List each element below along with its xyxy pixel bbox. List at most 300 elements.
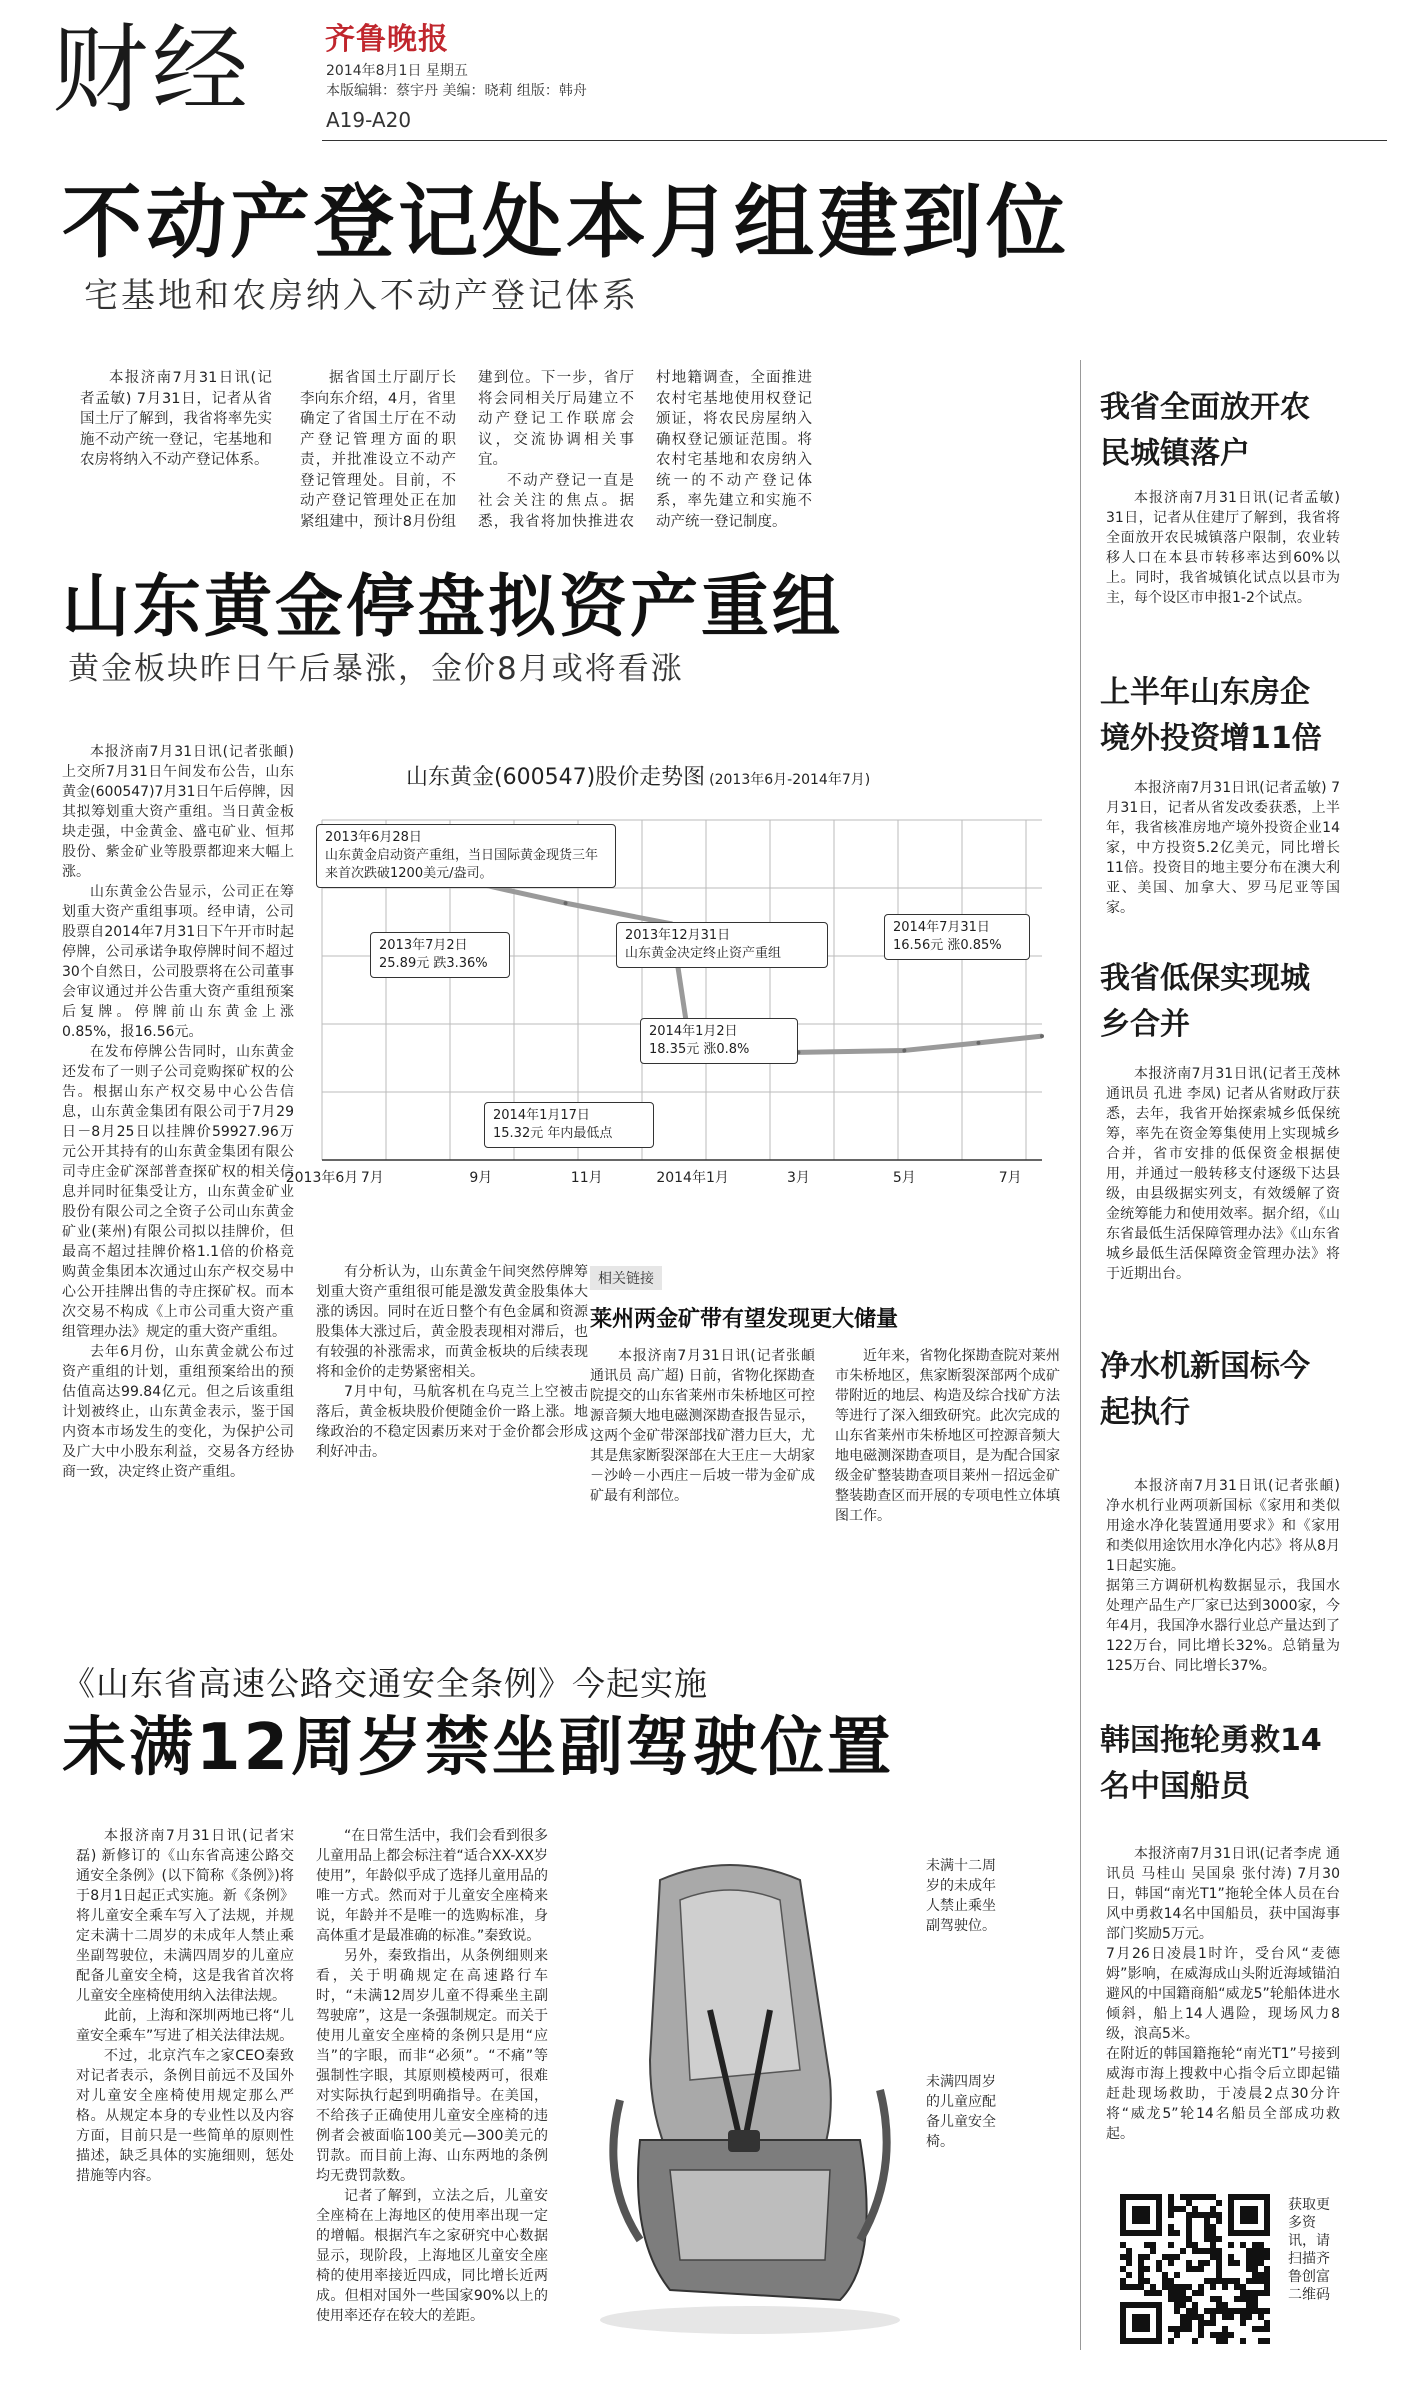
story1-subhead: 宅基地和农房纳入不动产登记体系 — [84, 276, 639, 316]
qr-module — [1258, 2314, 1264, 2320]
chart-annotation — [316, 824, 616, 888]
qr-module — [1138, 2266, 1144, 2272]
qr-module — [1180, 2290, 1186, 2296]
qr-module — [1162, 2272, 1168, 2278]
story2-para: 有分析认为，山东黄金午间突然停牌筹划重大资产重组很可能是激发黄金股集体大涨的诱因。同时在近日整个有色金属和资源股集体大涨过后，黄金股表现相对滞后，也有较强的补涨需求，而黄金板块的后续表现将和金价的走势紧密相关。 — [316, 1264, 588, 1380]
qr-module — [1264, 2248, 1270, 2254]
qr-module — [1180, 2314, 1186, 2320]
x-tick-label: 5月 — [892, 1170, 916, 1186]
qr-module — [1186, 2320, 1192, 2326]
qr-module — [1192, 2194, 1198, 2200]
qr-module — [1210, 2296, 1216, 2302]
qr-module — [1210, 2242, 1216, 2248]
qr-module — [1174, 2308, 1180, 2314]
qr-module — [1222, 2302, 1228, 2308]
story3-para: 另外，秦致指出，从条例细则来看，关于明确规定在高速路行车时，“未满12周岁儿童不得乘坐主副驾驶席”，这是一条强制规定。而关于使用儿童安全座椅的条例只是用“应当”的字眼，而非“必须”。“不痛”等强制性字眼，其原则模棱两可，很难对实际执行起到明确指导。在美国，不给孩子正确使用儿童安全座椅的违例者会被面临100美元—300美元的罚款。而目前上海、山东两地的条例均无费罚款数。 — [316, 1948, 548, 2184]
qr-module — [1174, 2206, 1180, 2212]
price-point — [1040, 1034, 1044, 1038]
story1-headline: 不动产登记处本月组建到位 — [62, 176, 1070, 269]
qr-module — [1228, 2278, 1234, 2284]
story1-para: 本报济南7月31日讯(记者孟敏) 7月31日，记者从省国土厅了解到，我省将率先实施不动产统一登记，宅基地和农房将纳入不动产登记体系。 — [80, 370, 272, 468]
x-tick-label: 9月 — [469, 1170, 493, 1186]
annotation-text: 15.32元 年内最低点 — [493, 1126, 613, 1141]
qr-module — [1258, 2248, 1264, 2254]
qr-module — [1186, 2212, 1192, 2218]
qr-module — [1246, 2308, 1252, 2314]
qr-module — [1228, 2332, 1234, 2338]
qr-module — [1144, 2290, 1150, 2296]
story2-column-1 — [62, 742, 294, 1482]
qr-module — [1132, 2284, 1138, 2290]
qr-module — [1258, 2254, 1264, 2260]
qr-module — [1198, 2332, 1204, 2338]
seat-caption-2: 未满四周岁的儿童应配备儿童安全椅。 — [926, 2074, 996, 2150]
qr-module — [1144, 2266, 1150, 2272]
annotation-date: 2013年7月2日 — [379, 938, 468, 953]
sidebar-headline: 我省全面放开农民城镇落户 — [1100, 390, 1310, 471]
qr-module — [1198, 2320, 1204, 2326]
qr-module — [1258, 2326, 1264, 2332]
qr-module — [1210, 2314, 1216, 2320]
qr-module — [1180, 2284, 1186, 2290]
seat-caption-1: 未满十二周岁的未成年人禁止乘坐副驾驶位。 — [926, 1858, 996, 1934]
related-para: 本报济南7月31日讯(记者张頔 通讯员 高广超) 日前，省物化探勘查院提交的山东省莱州市朱桥地区可控源音频大地电磁测深勘查报告显示，这两个金矿带深部找矿潜力巨大，尤其是焦家断裂深部在大王庄－大胡家－沙岭－小西庄－后坡一带为金矿成矿最有利部位。 — [590, 1348, 815, 1504]
qr-module — [1228, 2254, 1234, 2260]
qr-finder — [1240, 2206, 1258, 2224]
qr-code — [1120, 2194, 1270, 2344]
qr-module — [1186, 2218, 1192, 2224]
qr-module — [1168, 2242, 1174, 2248]
x-tick-label: 2013年6月 — [285, 1170, 359, 1186]
qr-module — [1180, 2194, 1186, 2200]
qr-module — [1174, 2332, 1180, 2338]
x-tick-label: 7月 — [360, 1170, 384, 1186]
qr-module — [1162, 2284, 1168, 2290]
qr-module — [1216, 2332, 1222, 2338]
story3-para: 本报济南7月31日讯(记者宋磊) 新修订的《山东省高速公路交通安全条例》(以下简称《条例》)将于8月1日起正式实施。新《条例》将儿童安全乘车写入了法规，并规定未满十二周岁的未成年人禁止乘坐副驾驶位，未满四周岁的儿童应配备儿童安全椅，这是我省首次将儿童安全座椅使用纳入法律法规。 — [76, 1828, 294, 2004]
qr-module — [1252, 2248, 1258, 2254]
qr-module — [1126, 2284, 1132, 2290]
qr-module — [1210, 2224, 1216, 2230]
qr-module — [1168, 2278, 1174, 2284]
qr-module — [1204, 2236, 1210, 2242]
qr-module — [1168, 2284, 1174, 2290]
qr-module — [1186, 2266, 1192, 2272]
qr-module — [1138, 2260, 1144, 2266]
sidebar-headline: 我省低保实现城乡合并 — [1100, 961, 1310, 1042]
related-headline: 莱州两金矿带有望发现更大储量 — [590, 1307, 899, 1332]
qr-module — [1168, 2338, 1174, 2344]
story3-column-1 — [76, 1826, 294, 2186]
qr-module — [1180, 2296, 1186, 2302]
chart-period: (2013年6月-2014年7月) — [709, 772, 871, 788]
qr-finder — [1132, 2314, 1150, 2332]
qr-module — [1246, 2248, 1252, 2254]
related-column — [590, 1346, 1060, 1546]
price-point — [902, 1048, 906, 1052]
story1-para: 据省国土厅副厅长李向东介绍，4月，省里确定了省国土厅在不动产登记管理方面的职责，并批准设立不动产登记管理处。目前，不动产登记管理处正在加紧组建中，预计8月份组建到位。下一步，省厅将会同相关厅局建立不动产登记工作联席会议，交流协调相关事宜。 — [300, 370, 634, 530]
qr-module — [1138, 2272, 1144, 2278]
qr-module — [1264, 2326, 1270, 2332]
qr-module — [1264, 2320, 1270, 2326]
qr-module — [1168, 2290, 1174, 2296]
sidebar-brief-text: 本报济南7月31日讯(记者李虎 通讯员 马桂山 吴国泉 张付涛) 7月30日，韩国“南光T1”拖轮全体人员在台风中勇救14名中国船员，获中国海事部门奖励5万元。 7月26日凌晨1时许，受台风“麦德姆”影响，在威海成山头附近海域锚泊避风的中国籍商船“威龙5”轮船体进水倾斜，船上14人遇险，现场风力8级，浪高5米。 在附近的韩国籍拖轮“南光T1”号接到威海市海上搜救中心指令后立即起锚赶赴现场救助，于凌晨2点30分许将“威龙5”轮14名船员全部成功救起。 — [1106, 1846, 1340, 2142]
qr-module — [1204, 2320, 1210, 2326]
qr-module — [1210, 2308, 1216, 2314]
qr-module — [1210, 2248, 1216, 2254]
sidebar-divider — [1080, 360, 1081, 2350]
related-tag: 相关链接 — [590, 1266, 662, 1290]
qr-module — [1210, 2284, 1216, 2290]
qr-module — [1120, 2266, 1126, 2272]
qr-module — [1174, 2296, 1180, 2302]
qr-module — [1144, 2254, 1150, 2260]
qr-module — [1252, 2254, 1258, 2260]
qr-module — [1264, 2338, 1270, 2344]
qr-module — [1240, 2314, 1246, 2320]
story2-subhead: 黄金板块昨日午后暴涨，金价8月或将看涨 — [68, 651, 684, 687]
qr-module — [1198, 2212, 1204, 2218]
annotation-text: 山东黄金决定终止资产重组 — [625, 946, 782, 961]
qr-module — [1264, 2254, 1270, 2260]
qr-module — [1192, 2266, 1198, 2272]
qr-module — [1222, 2284, 1228, 2290]
qr-module — [1246, 2290, 1252, 2296]
chart-annotation — [370, 932, 510, 978]
annotation-date: 2014年1月17日 — [493, 1108, 590, 1123]
qr-module — [1252, 2266, 1258, 2272]
qr-module — [1246, 2266, 1252, 2272]
qr-module — [1198, 2314, 1204, 2320]
qr-module — [1174, 2254, 1180, 2260]
sidebar-brief-text: 本报济南7月31日讯(记者王茂林 通讯员 孔进 李凤) 记者从省财政厅获悉，去年，我省开始探索城乡低保统筹，率先在资金筹集使用上实现城乡合并，省市安排的低保资金根据使用，并通过一般转移支付逐级下达县级，由县级据实列支，有效缓解了资金统筹能力和使用效率。据介绍，《山东省最低生活保障管理办法》《山东省城乡最低生活保障资金管理办法》将于近期出台。 — [1106, 1066, 1340, 1282]
qr-module — [1120, 2254, 1126, 2260]
qr-module — [1174, 2326, 1180, 2332]
qr-module — [1144, 2242, 1150, 2248]
story2-para: 去年6月份，山东黄金就公布过资产重组的计划，重组预案给出的预估值高达99.84亿元。但之后该重组计划被终止，山东黄金表示，鉴于国内资本市场发生的变化，为保护公司及广大中小股东利益，交易各方经协商一致，决定终止资产重组。 — [62, 1344, 294, 1480]
x-tick-label: 11月 — [570, 1170, 603, 1186]
qr-module — [1138, 2254, 1144, 2260]
qr-module — [1216, 2302, 1222, 2308]
qr-module — [1198, 2260, 1204, 2266]
qr-module — [1186, 2284, 1192, 2290]
sidebar-headline: 净水机新国标今起执行 — [1100, 1349, 1310, 1430]
qr-module — [1120, 2242, 1126, 2248]
annotation-text: 18.35元 涨0.8% — [649, 1042, 750, 1057]
qr-module — [1264, 2266, 1270, 2272]
qr-module — [1138, 2284, 1144, 2290]
sidebar-brief — [1106, 1824, 1340, 2164]
qr-module — [1180, 2206, 1186, 2212]
qr-module — [1264, 2308, 1270, 2314]
qr-module — [1222, 2278, 1228, 2284]
qr-module — [1234, 2296, 1240, 2302]
qr-module — [1180, 2302, 1186, 2308]
section-title: 财经 — [52, 14, 252, 126]
chart-annotation — [484, 1102, 654, 1148]
price-point — [976, 1041, 980, 1045]
qr-module — [1210, 2206, 1216, 2212]
qr-module — [1210, 2278, 1216, 2284]
qr-module — [1198, 2248, 1204, 2254]
qr-module — [1156, 2266, 1162, 2272]
annotation-text: 山东黄金启动资产重组，当日国际黄金现货三年来首次跌破1200美元/盎司。 — [325, 848, 599, 881]
qr-module — [1126, 2260, 1132, 2266]
qr-module — [1216, 2308, 1222, 2314]
qr-module — [1258, 2308, 1264, 2314]
qr-module — [1246, 2302, 1252, 2308]
qr-module — [1228, 2314, 1234, 2320]
qr-module — [1240, 2308, 1246, 2314]
qr-module — [1150, 2284, 1156, 2290]
qr-module — [1192, 2248, 1198, 2254]
qr-module — [1198, 2194, 1204, 2200]
qr-module — [1192, 2212, 1198, 2218]
qr-module — [1198, 2284, 1204, 2290]
qr-module — [1198, 2290, 1204, 2296]
qr-module — [1168, 2296, 1174, 2302]
qr-module — [1258, 2272, 1264, 2278]
story3-para: 记者了解到，立法之后，儿童安全座椅在上海地区的使用率出现一定的增幅。根据汽车之家研究中心数据显示，现阶段，上海地区儿童安全座椅的使用率接近四成，同比增长近两成。但相对国外一些国家90%以上的使用率还存在较大的差距。 — [316, 2188, 548, 2324]
qr-module — [1150, 2248, 1156, 2254]
qr-module — [1126, 2272, 1132, 2278]
qr-module — [1198, 2326, 1204, 2332]
qr-module — [1246, 2314, 1252, 2320]
qr-module — [1186, 2230, 1192, 2236]
qr-module — [1204, 2278, 1210, 2284]
qr-module — [1264, 2284, 1270, 2290]
qr-module — [1180, 2320, 1186, 2326]
qr-module — [1252, 2296, 1258, 2302]
qr-module — [1222, 2332, 1228, 2338]
qr-module — [1222, 2338, 1228, 2344]
qr-module — [1174, 2284, 1180, 2290]
qr-module — [1228, 2260, 1234, 2266]
qr-module — [1216, 2212, 1222, 2218]
story3-para: 此前，上海和深圳两地已将“儿童安全乘车”写进了相关法律法规。 — [76, 2008, 294, 2044]
annotation-date: 2014年7月31日 — [893, 920, 990, 935]
sidebar-brief — [1106, 778, 1340, 918]
qr-module — [1246, 2278, 1252, 2284]
qr-module — [1168, 2206, 1174, 2212]
qr-module — [1240, 2242, 1246, 2248]
qr-module — [1150, 2242, 1156, 2248]
qr-module — [1258, 2242, 1264, 2248]
child-car-seat-illustration — [580, 1840, 910, 2340]
x-tick-label: 2014年1月 — [656, 1170, 729, 1186]
story3-para: “在日常生活中，我们会看到很多儿童用品上都会标注着“适合XX-XX岁使用”，年龄似乎成了选择儿童用品的唯一方式。然而对于儿童安全座椅来说，年龄并不是唯一的选购标准，身高体重才是最准确的标准。”秦致说。 — [316, 1828, 548, 1944]
qr-module — [1204, 2218, 1210, 2224]
annotation-date: 2013年6月28日 — [325, 830, 422, 845]
qr-module — [1246, 2254, 1252, 2260]
qr-module — [1252, 2308, 1258, 2314]
x-tick-label: 3月 — [787, 1170, 810, 1186]
annotation-date: 2014年1月2日 — [649, 1024, 738, 1039]
qr-module — [1246, 2260, 1252, 2266]
qr-module — [1210, 2194, 1216, 2200]
qr-caption: 获取更多资讯，请扫描齐鲁创富二维码 — [1288, 2197, 1330, 2303]
qr-module — [1186, 2224, 1192, 2230]
story1-column-1 — [80, 368, 272, 471]
annotation-date: 2013年12月31日 — [625, 928, 731, 943]
newspaper-logo: 齐鲁晚报 — [325, 22, 449, 57]
qr-module — [1216, 2266, 1222, 2272]
qr-module — [1186, 2194, 1192, 2200]
masthead-rule — [322, 140, 1387, 141]
qr-module — [1216, 2272, 1222, 2278]
qr-module — [1258, 2278, 1264, 2284]
qr-module — [1204, 2230, 1210, 2236]
annotation-text: 25.89元 跌3.36% — [379, 956, 488, 971]
qr-module — [1204, 2224, 1210, 2230]
story1-column-2 — [300, 368, 812, 568]
qr-module — [1204, 2308, 1210, 2314]
qr-module — [1234, 2308, 1240, 2314]
sidebar-brief — [1106, 1456, 1340, 1696]
qr-module — [1258, 2338, 1264, 2344]
qr-module — [1222, 2326, 1228, 2332]
qr-module — [1192, 2314, 1198, 2320]
qr-module — [1186, 2200, 1192, 2206]
qr-module — [1216, 2278, 1222, 2284]
qr-module — [1252, 2290, 1258, 2296]
sidebar-headline: 上半年山东房企境外投资增11倍 — [1100, 675, 1322, 756]
qr-module — [1192, 2302, 1198, 2308]
qr-module — [1240, 2296, 1246, 2302]
qr-module — [1252, 2272, 1258, 2278]
sidebar-headline: 韩国拖轮勇救14名中国船员 — [1100, 1723, 1322, 1804]
qr-module — [1210, 2230, 1216, 2236]
qr-module — [1222, 2308, 1228, 2314]
x-tick-label: 7月 — [998, 1170, 1022, 1186]
qr-module — [1216, 2200, 1222, 2206]
qr-module — [1210, 2254, 1216, 2260]
qr-module — [1264, 2272, 1270, 2278]
chart-annotation — [616, 922, 828, 968]
qr-module — [1210, 2212, 1216, 2218]
qr-module — [1168, 2254, 1174, 2260]
qr-module — [1252, 2278, 1258, 2284]
qr-module — [1150, 2290, 1156, 2296]
qr-module — [1168, 2326, 1174, 2332]
qr-module — [1204, 2248, 1210, 2254]
qr-module — [1258, 2260, 1264, 2266]
qr-module — [1168, 2212, 1174, 2218]
qr-module — [1234, 2260, 1240, 2266]
issue-date: 2014年8月1日 星期五 — [326, 63, 468, 79]
qr-module — [1210, 2320, 1216, 2326]
chart-title-text: 山东黄金(600547)股价走势图 — [406, 765, 706, 790]
qr-module — [1168, 2224, 1174, 2230]
qr-module — [1246, 2296, 1252, 2302]
qr-module — [1192, 2242, 1198, 2248]
qr-module — [1192, 2290, 1198, 2296]
qr-module — [1186, 2236, 1192, 2242]
qr-module — [1180, 2248, 1186, 2254]
staff-credits: 本版编辑：蔡宇丹 美编：晓莉 组版：韩舟 — [326, 83, 587, 99]
story2-para: 本报济南7月31日讯(记者张頔) 上交所7月31日午间发布公告，山东黄金(600547)7月31日午后停牌，因其拟筹划重大资产重组。当日黄金板块走强，中金黄金、盛屯矿业、恒邦股份、紫金矿业等股票都迎来大幅上涨。 — [62, 744, 294, 880]
story3-headline: 未满12周岁禁坐副驾驶位置 — [62, 1711, 895, 1785]
qr-module — [1216, 2236, 1222, 2242]
qr-module — [1210, 2236, 1216, 2242]
qr-module — [1168, 2260, 1174, 2266]
qr-module — [1204, 2212, 1210, 2218]
qr-module — [1120, 2278, 1126, 2284]
qr-module — [1264, 2290, 1270, 2296]
qr-module — [1216, 2338, 1222, 2344]
sidebar-brief-text: 本报济南7月31日讯(记者张頔) 净水机行业两项新国标《家用和类似用途水净化装置通用要求》和《家用和类似用途饮用水净化内芯》将从8月1日起实施。 据第三方调研机构数据显示，我国水处理产品生产厂家已达到3000家，今年4月，我国净水器行业总产量达到了122万台，同比增长32%。总销量为125万台、同比增长37%。 — [1106, 1478, 1340, 1674]
page-range: A19-A20 — [326, 108, 412, 132]
qr-module — [1168, 2194, 1174, 2200]
qr-module — [1198, 2266, 1204, 2272]
story2-para: 在发布停牌公告同时，山东黄金还发布了一则子公司竞购探矿权的公告。根据山东产权交易中心公告信息，山东黄金集团有限公司于7月29日－8月25日以挂牌价59927.96万元公开其持有的山东黄金集团有限公司寺庄金矿深部普查探矿权的相关信息并同时征集受让方，山东黄金矿业股份有限公司之全资子公司山东黄金矿业(莱州)有限公司拟以挂牌价，但最高不超过挂牌价格1.1倍的价格竞购黄金集团本次通过山东产权交易中心公开挂牌出售的寺庄探矿权。而本次交易不构成《上市公司重大资产重组管理办法》规定的重大资产重组。 — [62, 1044, 294, 1340]
qr-module — [1228, 2308, 1234, 2314]
qr-module — [1240, 2338, 1246, 2344]
qr-module — [1174, 2230, 1180, 2236]
story2-column-2 — [316, 1262, 588, 1462]
chart-title — [406, 760, 870, 791]
qr-module — [1186, 2296, 1192, 2302]
qr-module — [1252, 2242, 1258, 2248]
qr-module — [1210, 2332, 1216, 2338]
sidebar-brief-text: 本报济南7月31日讯(记者孟敏) 7月31日，记者从省发改委获悉，上半年，我省核准房地产境外投资企业14家，中方投资5.2亿美元，同比增长11倍。投资目的地主要分布在澳大利亚、美国、加拿大、罗马尼亚等国家。 — [1106, 780, 1340, 916]
qr-module — [1180, 2326, 1186, 2332]
qr-module — [1240, 2290, 1246, 2296]
qr-module — [1252, 2302, 1258, 2308]
sidebar-brief — [1106, 1064, 1340, 1284]
qr-module — [1216, 2248, 1222, 2254]
related-para: 近年来，省物化探勘查院对莱州市朱桥地区，焦家断裂深部两个成矿带附近的地层、构造及综合找矿方法等进行了深入细致研究。此次完成的山东省莱州市朱桥地区可控源音频大地电磁测深勘查项目，是为配合国家级金矿整装勘查项目莱州－招远金矿整装勘查区而开展的专项电性立体填图工作。 — [835, 1348, 1060, 1524]
qr-module — [1234, 2284, 1240, 2290]
story3-para: 不过，北京汽车之家CEO秦致对记者表示，条例目前远不及国外对儿童安全座椅使用规定那么严格。从规定本身的专业性以及内容方面，目前只是一些简单的原则性描述，缺乏具体的实施细则，惩处措施等内容。 — [76, 2048, 294, 2184]
qr-module — [1192, 2338, 1198, 2344]
story1-para: 不动产登记一直是社会关注的焦点。据悉，我省将加快推进农村地籍调查，全面推进农村宅基地使用权登记颁证，将农民房屋纳入确权登记颁证范围。将农村宅基地和农房纳入统一的不动产登记体系，率先建立和实施不动产统一登记制度。 — [478, 370, 812, 530]
qr-module — [1192, 2206, 1198, 2212]
qr-module — [1162, 2254, 1168, 2260]
qr-module — [1228, 2242, 1234, 2248]
qr-module — [1144, 2278, 1150, 2284]
qr-module — [1168, 2230, 1174, 2236]
sidebar-brief — [1106, 488, 1340, 608]
qr-module — [1240, 2284, 1246, 2290]
qr-module — [1156, 2290, 1162, 2296]
qr-module — [1258, 2290, 1264, 2296]
qr-module — [1156, 2260, 1162, 2266]
story3-kicker: 《山东省高速公路交通安全条例》今起实施 — [62, 1664, 708, 1703]
qr-module — [1216, 2296, 1222, 2302]
qr-finder — [1132, 2206, 1150, 2224]
qr-module — [1204, 2260, 1210, 2266]
qr-module — [1216, 2260, 1222, 2266]
qr-module — [1264, 2278, 1270, 2284]
story2-headline: 山东黄金停盘拟资产重组 — [62, 568, 844, 647]
qr-module — [1234, 2278, 1240, 2284]
qr-module — [1216, 2254, 1222, 2260]
qr-module — [1240, 2320, 1246, 2326]
qr-module — [1186, 2326, 1192, 2332]
qr-module — [1174, 2302, 1180, 2308]
qr-module — [1192, 2308, 1198, 2314]
qr-module — [1204, 2194, 1210, 2200]
qr-module — [1186, 2260, 1192, 2266]
price-point — [564, 901, 568, 905]
qr-module — [1222, 2314, 1228, 2320]
qr-module — [1186, 2314, 1192, 2320]
chart-annotation — [884, 914, 1030, 960]
qr-module — [1186, 2308, 1192, 2314]
qr-module — [1186, 2242, 1192, 2248]
qr-module — [1138, 2278, 1144, 2284]
